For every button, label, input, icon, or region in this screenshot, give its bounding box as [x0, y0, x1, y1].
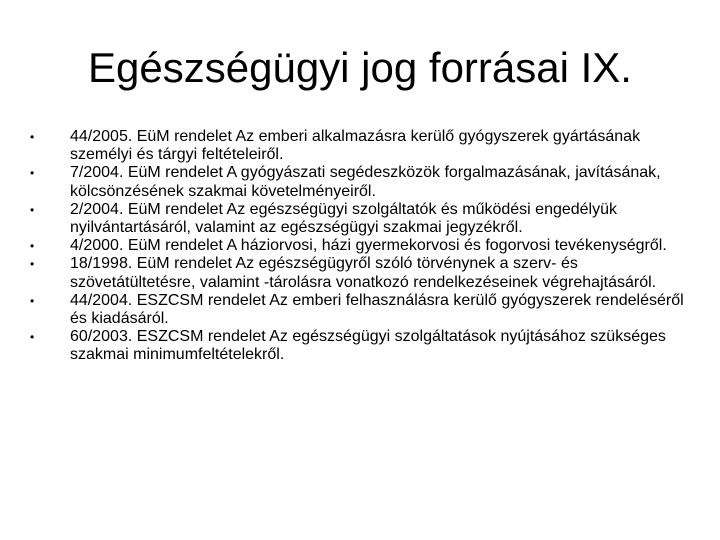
bullet-icon: •: [30, 239, 35, 254]
list-item: [30, 164, 700, 200]
bullet-icon: •: [30, 202, 35, 217]
list-item-text: 7/2004. EüM rendelet A gyógyászati segédeszközök forgalmazásának, javításának, kölcsönzésének szakmai követelményeiről.: [70, 164, 661, 200]
list-item-text: 44/2005. EüM rendelet Az emberi alkalmazásra kerülő gyógyszerek gyártásának személyi és tárgyi feltételeiről.: [70, 128, 641, 164]
list-item: [30, 328, 700, 364]
bullet-icon: •: [30, 166, 35, 181]
list-item: [30, 292, 700, 328]
list-item-text: 44/2004. ESZCSM rendelet Az emberi felhasználásra kerülő gyógyszerek rendeléséről és kiadásáról.: [70, 291, 684, 328]
list-item: [30, 201, 700, 237]
bullet-icon: •: [30, 257, 35, 272]
bullet-icon: •: [30, 293, 35, 308]
list-item-text: 18/1998. EüM rendelet Az egészségügyről szóló törvénynek a szerv- és szövetátültetésre, valamint -tárolásra vonatkozó rendelkezéseinek végrehajtásáról.: [70, 255, 657, 291]
list-item-text: 4/2000. EüM rendelet A háziorvosi, házi gyermekorvosi és fogorvosi tevékenységről.: [70, 237, 667, 255]
bullet-list: [30, 128, 700, 365]
bullet-icon: •: [30, 130, 35, 144]
bullet-icon: •: [30, 330, 35, 345]
slide-title: Egészségügyi jog forrásai IX.: [88, 44, 632, 91]
list-item-text: 2/2004. EüM rendelet Az egészségügyi szolgáltatók és működési engedélyük nyilvántartásáról, valamint az egészségügyi szakmai jegyzékről.: [70, 200, 618, 237]
list-item: [30, 255, 700, 291]
list-item-text: 60/2003. ESZCSM rendelet Az egészségügyi szolgáltatások nyújtásához szükséges szakmai minimumfeltételekről.: [70, 328, 666, 364]
list-item: [30, 237, 700, 255]
list-item: [30, 128, 700, 164]
